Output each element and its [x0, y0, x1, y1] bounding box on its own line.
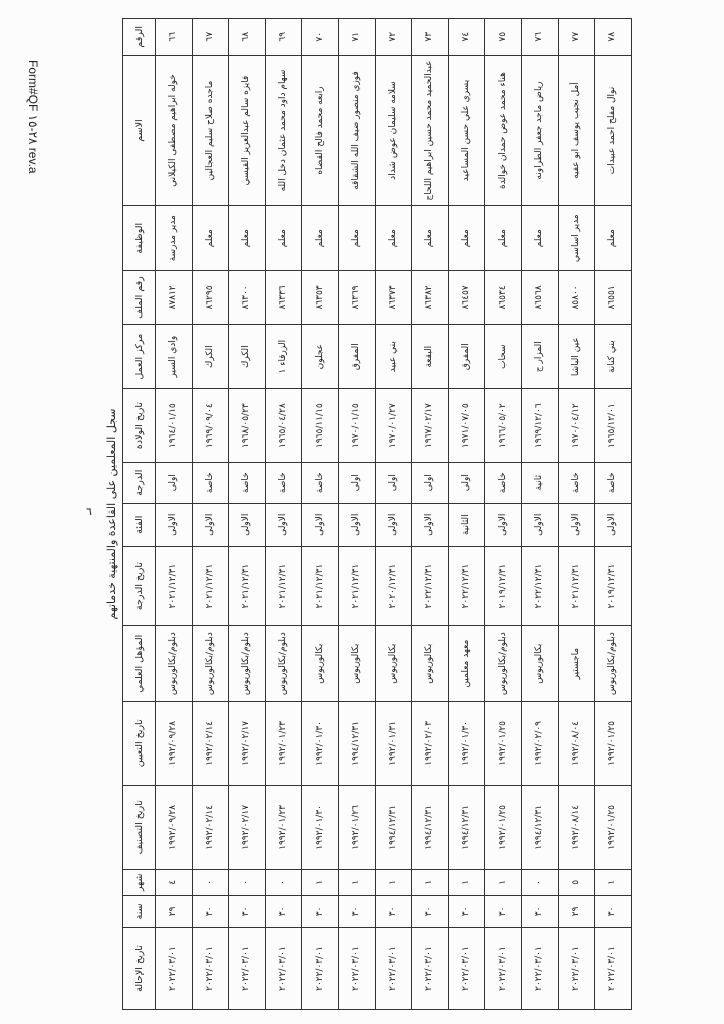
cell-name: يسري علي حسن المساعيد: [448, 55, 485, 206]
cell-index: ٦٦: [156, 19, 193, 56]
cell-category: الاولى: [595, 503, 632, 546]
cell-year: ٣٠: [338, 895, 375, 927]
table-row: [338, 19, 375, 1010]
cell-referral-date: ٢٠٢٢/٠٣/٠١: [448, 928, 485, 1010]
table-row: [521, 19, 558, 1010]
cell-name: عبدالحميد محمد حسين ابراهيم اللحاج: [412, 55, 449, 206]
cell-month: ١: [338, 869, 375, 895]
cell-classification-date: ١٩٩٢/٠١/٢٣: [265, 785, 302, 869]
cell-workplace: عين الباشا: [558, 324, 595, 389]
cell-name: فوزي منصور ضيف الله الشقاقه: [338, 55, 375, 206]
cell-job: معلم: [229, 206, 266, 271]
cell-year: ٣٠: [229, 895, 266, 927]
cell-file-number: ٨٦٣٥٣: [302, 271, 339, 325]
cell-index: ٧٥: [485, 19, 522, 56]
cell-birth-date: ١٩٦٩/١٢/٠٦: [521, 389, 558, 462]
cell-qualification: دبلوم/بكالوريوس: [229, 626, 266, 701]
cell-category: الاولى: [229, 503, 266, 546]
cell-qualification: بكالوريوس: [375, 626, 412, 701]
cell-name: رياض ماجد جعفر الطراونه: [521, 55, 558, 206]
cell-index: ٧٧: [558, 19, 595, 56]
cell-referral-date: ٢٠٢٢/٠٣/٠١: [595, 928, 632, 1010]
cell-grade: ثانية: [521, 462, 558, 503]
cell-year: ٣٠: [412, 895, 449, 927]
cell-birth-date: ١٩٧٠/٠١/١٥: [338, 389, 375, 462]
cell-classification-date: ١٩٩٢/٠٢/١٤: [192, 785, 229, 869]
cell-job: معلم: [192, 206, 229, 271]
table-row: [192, 19, 229, 1010]
cell-name: نوال مفلح احمد عبيدات: [595, 55, 632, 206]
cell-job: معلم: [412, 206, 449, 271]
cell-appointment-date: ١٩٩٢/٠٩/٢٨: [156, 701, 193, 785]
cell-index: ٦٨: [229, 19, 266, 56]
col-header-name: الاسم: [123, 55, 156, 206]
cell-classification-date: ١٩٩٢/٠٩/٢٨: [156, 785, 193, 869]
cell-month: ٤: [156, 869, 193, 895]
cell-month: ٠: [521, 869, 558, 895]
cell-workplace: بني عبيد: [375, 324, 412, 389]
cell-referral-date: ٢٠٢٢/٠٣/٠١: [338, 928, 375, 1010]
cell-category: الاولى: [375, 503, 412, 546]
cell-job: معلم: [595, 206, 632, 271]
cell-workplace: عجلون: [302, 324, 339, 389]
cell-category: الاولى: [558, 503, 595, 546]
cell-birth-date: ١٩٧٠/٠٤/١٢: [558, 389, 595, 462]
document-title: سجل المعلمين على القاعدة والمنتهية خدماتهم: [105, 408, 118, 620]
cell-birth-date: ١٩٦٦/٠٥/٠٢: [485, 389, 522, 462]
cell-job: مدير مدرسة: [156, 206, 193, 271]
cell-grade: خاصة: [192, 462, 229, 503]
cell-appointment-date: ١٩٩٢/٠١/٣٠: [448, 701, 485, 785]
cell-month: ٥: [558, 869, 595, 895]
cell-workplace: المفرق: [338, 324, 375, 389]
form-code: Form#QF ٢٨-١٥ rev.a: [26, 60, 40, 174]
cell-job: مدير اساسي: [558, 206, 595, 271]
cell-grade-date: ٢٠٢٢/١٢/٣١: [412, 546, 449, 626]
cell-classification-date: ١٩٩٤/١٢/٣١: [448, 785, 485, 869]
cell-classification-date: ١٩٩٢/٠١/٢٥: [485, 785, 522, 869]
cell-birth-date: ١٩٦٧/٠٢/١٧: [412, 389, 449, 462]
cell-birth-date: ١٩٧٠/٠١/٢٧: [375, 389, 412, 462]
cell-grade-date: ٢٠١٩/١٢/٣١: [485, 546, 522, 626]
cell-birth-date: ١٩٧١/٠٧/٠٥: [448, 389, 485, 462]
cell-name: ماجده صلاح سليم العجالين: [192, 55, 229, 206]
cell-year: ٣٠: [192, 895, 229, 927]
cell-birth-date: ١٩٦٥/١١/١٥: [302, 389, 339, 462]
cell-grade: خاصة: [485, 462, 522, 503]
table-row: [302, 19, 339, 1010]
table-row: [448, 19, 485, 1010]
cell-month: ١: [412, 869, 449, 895]
cell-file-number: ٨٦٢٩٥: [192, 271, 229, 325]
table-row: [558, 19, 595, 1010]
cell-category: الاولى: [192, 503, 229, 546]
header-row: [123, 19, 156, 1010]
cell-qualification: دبلوم/بكالوريوس: [156, 626, 193, 701]
cell-appointment-date: ١٩٩٢/٠٢/٠٣: [412, 701, 449, 785]
col-header-category: الفئة: [123, 503, 156, 546]
cell-month: ١: [595, 869, 632, 895]
cell-referral-date: ٢٠٢٢/٠٣/٠١: [375, 928, 412, 1010]
cell-qualification: معهد معلمين: [448, 626, 485, 701]
cell-workplace: المزار ج: [521, 324, 558, 389]
cell-appointment-date: ١٩٩٢/٠١/٢٥: [485, 701, 522, 785]
table-row: [156, 19, 193, 1010]
table-row: [485, 19, 522, 1010]
col-header-year: سنة: [123, 895, 156, 927]
cell-name: فايزه سالم عبدالعزيز القيسي: [229, 55, 266, 206]
cell-appointment-date: ١٩٩٢/٠١/٢٣: [265, 701, 302, 785]
col-header-job: الوظيفة: [123, 206, 156, 271]
cell-month: ١: [448, 869, 485, 895]
cell-referral-date: ٢٠٢٢/٠٣/٠١: [558, 928, 595, 1010]
cell-workplace: بني كنانة: [595, 324, 632, 389]
cell-category: الاولى: [412, 503, 449, 546]
cell-appointment-date: ١٩٩٤/١٢/٣١: [338, 701, 375, 785]
cell-month: ٠: [192, 869, 229, 895]
cell-year: ٣٠: [485, 895, 522, 927]
cell-workplace: المفرق: [448, 324, 485, 389]
cell-grade: خاصة: [302, 462, 339, 503]
cell-file-number: ٨٦٣٣٦: [265, 271, 302, 325]
cell-birth-date: ١٩٦٤/٠١/١٥: [156, 389, 193, 462]
cell-grade-date: ٢٠٢١/١٢/٣١: [192, 546, 229, 626]
cell-year: ٣٠: [521, 895, 558, 927]
cell-birth-date: ١٩٦٥/٠٤/٢٨: [265, 389, 302, 462]
cell-grade-date: ٢٠١٩/١٢/٣١: [595, 546, 632, 626]
cell-appointment-date: ١٩٩٢/٠٢/٠٩: [521, 701, 558, 785]
cell-birth-date: ١٩٦٨/٠٥/٢٣: [229, 389, 266, 462]
cell-index: ٧٤: [448, 19, 485, 56]
cell-job: معلم: [265, 206, 302, 271]
cell-referral-date: ٢٠٢٢/٠٣/٠١: [265, 928, 302, 1010]
cell-category: الاولى: [302, 503, 339, 546]
cell-file-number: ٨٦٥٣٤: [485, 271, 522, 325]
cell-month: ٠: [229, 869, 266, 895]
cell-appointment-date: ١٩٩٢/٠٢/١٤: [192, 701, 229, 785]
cell-grade-date: ٢٠٢١/١٢/٣١: [265, 546, 302, 626]
cell-month: ٠: [265, 869, 302, 895]
col-header-referral-date: تاريخ الإحالة: [123, 928, 156, 1010]
page-number: ٦: [86, 505, 92, 518]
cell-grade: خاصة: [595, 462, 632, 503]
cell-birth-date: ١٩٦٥/١٢/٠١: [595, 389, 632, 462]
cell-qualification: دبلوم/بكالوريوس: [192, 626, 229, 701]
cell-name: أمل نجيب يوسف ابو عفيه: [558, 55, 595, 206]
table-row: [229, 19, 266, 1010]
cell-year: ٣٠: [448, 895, 485, 927]
cell-grade: اولى: [412, 462, 449, 503]
cell-name: سلامه سليمان عوض شداد: [375, 55, 412, 206]
cell-qualification: بكالوريوس: [338, 626, 375, 701]
cell-classification-date: ١٩٩٢/٠١/٢٦: [338, 785, 375, 869]
cell-file-number: ٨٦٣٧٣: [375, 271, 412, 325]
col-header-grade-date: تاريخ الدرجة: [123, 546, 156, 626]
cell-qualification: دبلوم/بكالوريوس: [485, 626, 522, 701]
cell-grade: اولى: [338, 462, 375, 503]
table-row: [412, 19, 449, 1010]
cell-month: ١: [375, 869, 412, 895]
col-header-grade: الدرجة: [123, 462, 156, 503]
cell-index: ٧١: [338, 19, 375, 56]
cell-qualification: دبلوم/بكالوريوس: [595, 626, 632, 701]
cell-file-number: ٨٦٥٦٨: [521, 271, 558, 325]
col-header-classification-date: تاريخ التصنيف: [123, 785, 156, 869]
col-header-file-number: رقم الملف: [123, 271, 156, 325]
table-row: [375, 19, 412, 1010]
cell-grade: اولى: [448, 462, 485, 503]
cell-appointment-date: ١٩٩٢/٠٢/١٧: [229, 701, 266, 785]
table-row: [595, 19, 632, 1010]
cell-month: ١: [485, 869, 522, 895]
cell-grade-date: ٢٠٢٢/١٢/٣١: [521, 546, 558, 626]
col-header-month: شهر: [123, 869, 156, 895]
cell-grade-date: ٢٠٢١/١٢/٣١: [558, 546, 595, 626]
cell-job: معلم: [485, 206, 522, 271]
cell-file-number: ٨٧٨١٢: [156, 271, 193, 325]
cell-job: معلم: [338, 206, 375, 271]
cell-file-number: ٨٥٨٠٠: [558, 271, 595, 325]
cell-qualification: بكالوريوس: [412, 626, 449, 701]
cell-year: ٢٩: [156, 895, 193, 927]
cell-category: الاولى: [521, 503, 558, 546]
cell-index: ٧٨: [595, 19, 632, 56]
cell-classification-date: ١٩٩٢/٠٢/١٧: [229, 785, 266, 869]
cell-referral-date: ٢٠٢٢/٠٣/٠١: [302, 928, 339, 1010]
cell-referral-date: ٢٠٢٢/٠٣/٠١: [485, 928, 522, 1010]
cell-workplace: وادي السير: [156, 324, 193, 389]
cell-grade: خاصة: [558, 462, 595, 503]
cell-grade-date: ٢٠٢٠/١٢/٣١: [375, 546, 412, 626]
cell-appointment-date: ١٩٩٢/٠١/٣١: [375, 701, 412, 785]
cell-workplace: الكرك: [229, 324, 266, 389]
cell-grade: اولى: [156, 462, 193, 503]
cell-category: الاولى: [265, 503, 302, 546]
cell-qualification: بكالوريوس: [521, 626, 558, 701]
cell-classification-date: ١٩٩٢/٠١/٣٠: [302, 785, 339, 869]
cell-year: ٣٠: [375, 895, 412, 927]
cell-appointment-date: ١٩٩٢/٠١/٢٥: [595, 701, 632, 785]
cell-classification-date: ١٩٩٤/١٢/٣١: [521, 785, 558, 869]
col-header-birth-date: تاريخ الولادة: [123, 389, 156, 462]
cell-referral-date: ٢٠٢٢/٠٣/٠١: [229, 928, 266, 1010]
cell-referral-date: ٢٠٢٢/٠٣/٠١: [412, 928, 449, 1010]
cell-name: خوله ابراهيم مصطفى الكيلاني: [156, 55, 193, 206]
cell-file-number: ٨٦٤٥٧: [448, 271, 485, 325]
cell-year: ٣٠: [302, 895, 339, 927]
table-row: [265, 19, 302, 1010]
rotated-sheet: [100, 18, 618, 1010]
col-header-appointment-date: تاريخ التعيين: [123, 701, 156, 785]
cell-grade: خاصة: [229, 462, 266, 503]
cell-year: ٣٠: [595, 895, 632, 927]
col-header-workplace: مركز العمل: [123, 324, 156, 389]
cell-file-number: ٨٦٣٦٩: [338, 271, 375, 325]
staff-table: [122, 18, 632, 1010]
cell-referral-date: ٢٠٢٢/٠٣/٠١: [192, 928, 229, 1010]
cell-appointment-date: ١٩٩٢/٠١/٣٠: [302, 701, 339, 785]
cell-index: ٧٢: [375, 19, 412, 56]
cell-name: رابعه محمد فالح القضاه: [302, 55, 339, 206]
cell-index: ٦٧: [192, 19, 229, 56]
cell-year: ٢٩: [558, 895, 595, 927]
cell-qualification: دبلوم/بكالوريوس: [265, 626, 302, 701]
cell-classification-date: ١٩٩٢/٠١/٢٥: [595, 785, 632, 869]
cell-workplace: البقعة: [412, 324, 449, 389]
cell-file-number: ٨٦٥٥١: [595, 271, 632, 325]
cell-job: معلم: [375, 206, 412, 271]
cell-job: معلم: [448, 206, 485, 271]
cell-name: هناء محمد عوض حمدان خوالدة: [485, 55, 522, 206]
cell-category: الاولى: [156, 503, 193, 546]
cell-grade-date: ٢٠٢١/١٢/٣١: [229, 546, 266, 626]
cell-grade: خاصة: [265, 462, 302, 503]
cell-classification-date: ١٩٩٢/٠٨/١٤: [558, 785, 595, 869]
cell-grade-date: ٢٠٢١/١٢/٣١: [302, 546, 339, 626]
cell-referral-date: ٢٠٢٢/٠٣/٠١: [521, 928, 558, 1010]
cell-grade: اولى: [375, 462, 412, 503]
cell-index: ٦٩: [265, 19, 302, 56]
cell-workplace: سحاب: [485, 324, 522, 389]
cell-index: ٧٠: [302, 19, 339, 56]
col-header-index: الرقم: [123, 19, 156, 56]
cell-birth-date: ١٩٦٩/٠٩/٠٤: [192, 389, 229, 462]
cell-appointment-date: ١٩٩٢/٠٨/٠٤: [558, 701, 595, 785]
cell-workplace: الكرك: [192, 324, 229, 389]
cell-grade-date: ٢٠٢١/١٢/٣١: [338, 546, 375, 626]
cell-category: الاولى: [338, 503, 375, 546]
cell-grade-date: ٢٠٢٢/١٢/٣١: [448, 546, 485, 626]
col-header-qualification: المؤهل العلمي: [123, 626, 156, 701]
cell-category: الثانية: [448, 503, 485, 546]
cell-index: ٧٦: [521, 19, 558, 56]
cell-index: ٧٣: [412, 19, 449, 56]
cell-workplace: الزرقاء ١: [265, 324, 302, 389]
cell-file-number: ٨٦٣٠٠: [229, 271, 266, 325]
cell-job: معلم: [521, 206, 558, 271]
cell-job: معلم: [302, 206, 339, 271]
cell-name: سهام داود محمد عثمان دخل الله: [265, 55, 302, 206]
cell-classification-date: ١٩٩٤/١٢/٣١: [375, 785, 412, 869]
cell-qualification: ماجستير: [558, 626, 595, 701]
cell-referral-date: ٢٠٢٢/٠٣/٠١: [156, 928, 193, 1010]
cell-classification-date: ١٩٩٤/١٢/٣١: [412, 785, 449, 869]
cell-month: ١: [302, 869, 339, 895]
cell-year: ٣٠: [265, 895, 302, 927]
cell-category: الاولى: [485, 503, 522, 546]
cell-qualification: بكالوريوس: [302, 626, 339, 701]
cell-grade-date: ٢٠٢١/١٢/٣١: [156, 546, 193, 626]
cell-file-number: ٨٦٣٨٢: [412, 271, 449, 325]
